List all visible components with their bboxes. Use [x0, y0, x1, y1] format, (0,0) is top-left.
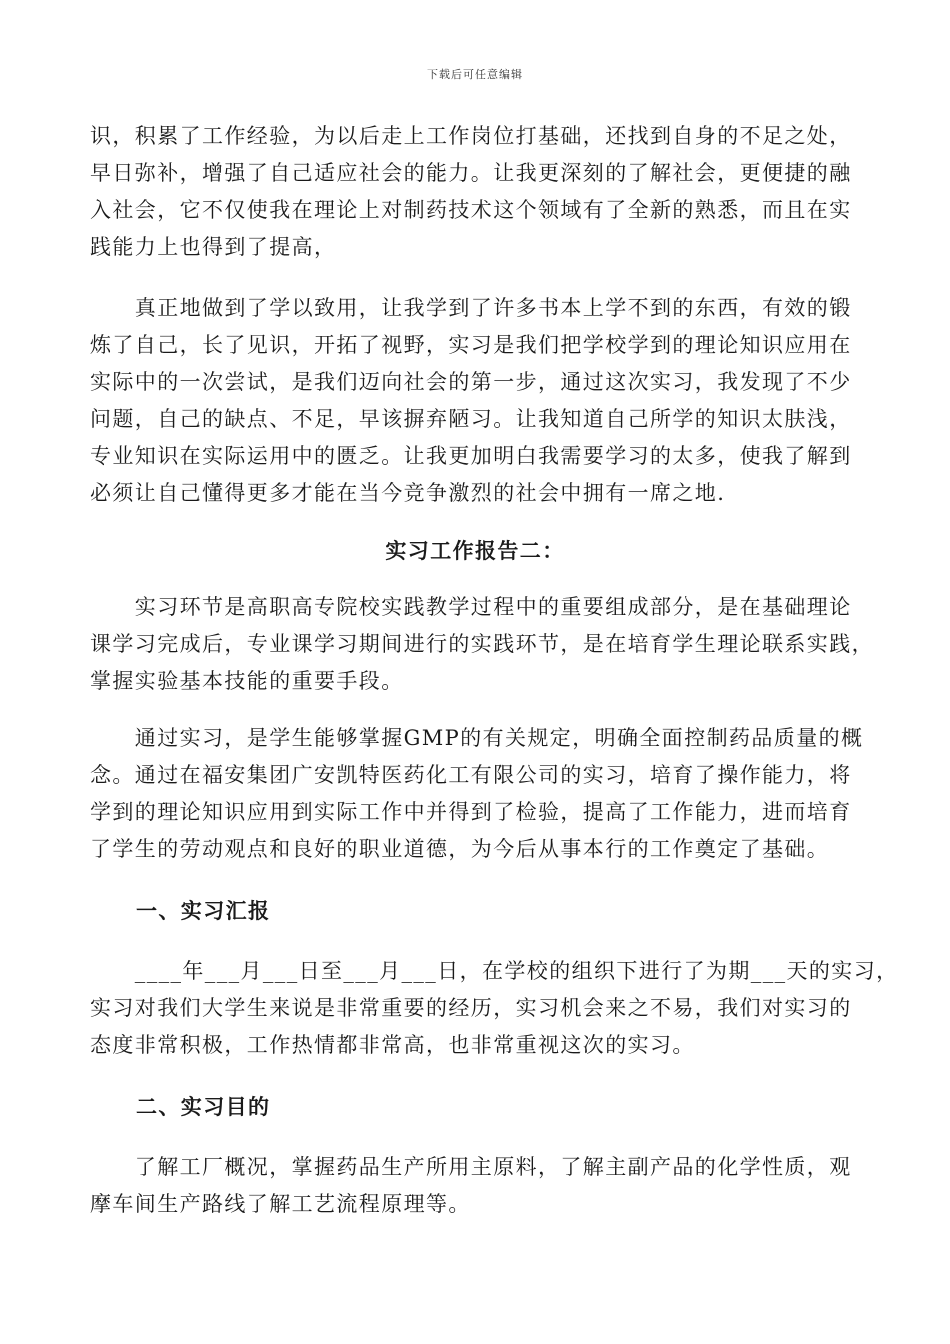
header-note: 下载后可任意编辑 [427, 68, 523, 81]
paragraph-5 [90, 953, 899, 1064]
paragraph-line: 入社会，它不仅使我在理论上对制药技术这个领域有了全新的熟悉，而且在实 [90, 198, 852, 222]
paragraph-line: 态度非常积极，工作热情都非常高，也非常重视这次的实习。 [90, 1033, 695, 1057]
paragraph-2 [90, 290, 860, 512]
paragraph-4 [90, 720, 864, 868]
paragraph-line: 早日弥补，增强了自己适应社会的能力。让我更深刻的了解社会，更便捷的融 [90, 161, 852, 185]
section-heading-1: 一、实习汇报 [136, 898, 271, 923]
paragraph-line: 实习环节是高职高专院校实践教学过程中的重要组成部分，是在基础理论 [90, 595, 852, 619]
paragraph-line: 实际中的一次尝试，是我们迈向社会的第一步，通过这次实习，我发现了不少 [90, 370, 852, 394]
section-heading-2: 二、实习目的 [136, 1094, 271, 1119]
paragraph-line: 真正地做到了学以致用，让我学到了许多书本上学不到的东西，有效的锻 [90, 296, 852, 320]
paragraph-3 [90, 589, 874, 700]
paragraph-line: 了解工厂概况，掌握药品生产所用主原料，了解主副产品的化学性质，观 [90, 1155, 852, 1179]
paragraph-line: 践能力上也得到了提高， [90, 235, 337, 259]
paragraph-line: ____年___月___日至___月___日，在学校的组织下进行了为期___天的实习， [90, 959, 899, 983]
paragraph-line: 炼了自己，长了见识，开拓了视野，实习是我们把学校学到的理论知识应用在 [90, 333, 852, 357]
paragraph-line: 专业知识在实际运用中的匮乏。让我更加明白我需要学习的太多，使我了解到 [90, 444, 852, 468]
paragraph-line: 了学生的劳动观点和良好的职业道德，为今后从事本行的工作奠定了基础。 [90, 837, 830, 861]
paragraph-line: 掌握实验基本技能的重要手段。 [90, 669, 404, 693]
paragraph-line: 念。通过在福安集团广安凯特医药化工有限公司的实习，培育了操作能力，将 [90, 763, 852, 787]
paragraph-1 [90, 118, 860, 266]
paragraph-line: 摩车间生产路线了解工艺流程原理等。 [90, 1192, 471, 1216]
document-body [90, 118, 899, 1223]
report-title: 实习工作报告二： [385, 538, 565, 563]
paragraph-line: 通过实习，是学生能够掌握GMP的有关规定，明确全面控制药品质量的概 [90, 726, 864, 750]
paragraph-line: 课学习完成后，专业课学习期间进行的实践环节，是在培育学生理论联系实践， [90, 632, 874, 656]
paragraph-line: 问题，自己的缺点、不足，早该摒弃陋习。让我知道自己所学的知识太肤浅， [90, 407, 852, 431]
paragraph-line: 必须让自己懂得更多才能在当今竞争激烈的社会中拥有一席之地. [90, 481, 726, 505]
paragraph-line: 学到的理论知识应用到实际工作中并得到了检验，提高了工作能力，进而培育 [90, 800, 852, 824]
paragraph-line: 实习对我们大学生来说是非常重要的经历，实习机会来之不易，我们对实习的 [90, 996, 852, 1020]
paragraph-6 [90, 1149, 860, 1223]
paragraph-line: 识，积累了工作经验，为以后走上工作岗位打基础，还找到自身的不足之处， [90, 124, 852, 148]
